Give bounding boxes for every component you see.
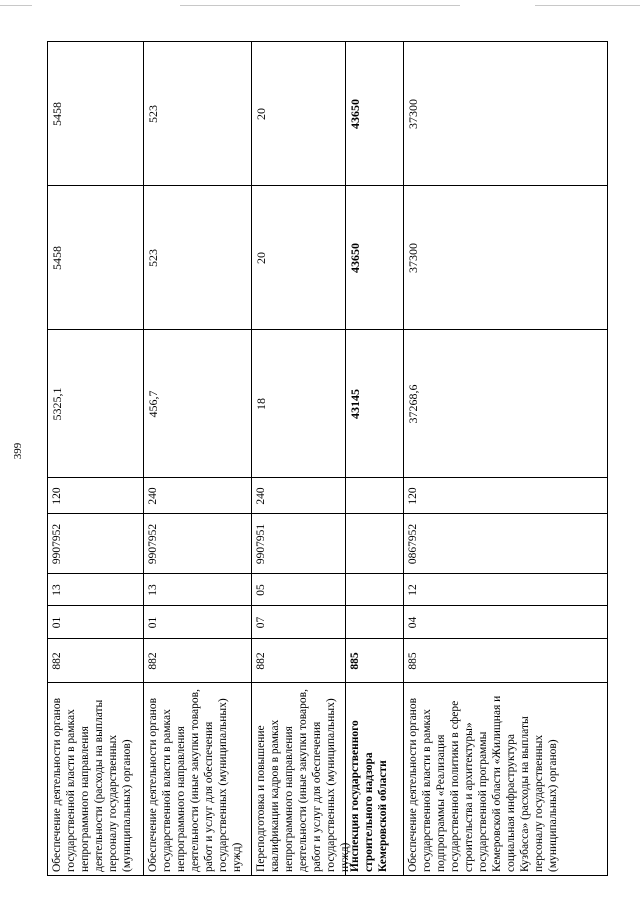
expense-type-code: 240 — [147, 487, 159, 505]
row-description: Обеспечение деятельности органов государственной власти в рамках непрограммного направления деятельности (расходы на выплаты персоналу государственных (муниципальных) органов) — [51, 697, 133, 872]
expense-type-code: 240 — [255, 487, 267, 505]
amount-3: 523 — [146, 105, 160, 123]
target-article-code: 9907952 — [51, 523, 63, 565]
top-edge-line — [0, 5, 32, 6]
table-row — [403, 41, 608, 876]
amount-3: 43650 — [348, 99, 362, 129]
amount-2: 5458 — [50, 246, 64, 270]
row-description: Переподготовка и повышение квалификации кадров в рамках непрограммного направления деятельности (иные закупки товаров, работ и услуг для обеспечения государственных (муниципальных) нужд) — [255, 689, 351, 872]
table-row — [345, 41, 404, 876]
amount-3: 5458 — [50, 102, 64, 126]
amount-3: 20 — [254, 108, 268, 120]
section-code: 01 — [147, 616, 159, 629]
budget-table — [47, 41, 607, 876]
row-description: Инспекция государственного строительного надзора Кемеровской области — [349, 720, 389, 872]
table-row — [143, 41, 252, 876]
table-row — [47, 41, 144, 876]
target-article-code: 9907952 — [147, 523, 159, 565]
top-edge-line — [180, 5, 460, 6]
subsection-code: 13 — [51, 584, 63, 596]
ministry-code: 885 — [349, 652, 361, 670]
ministry-code: 882 — [51, 652, 63, 670]
section-code — [346, 606, 404, 639]
row-description: Обеспечение деятельности органов государственной власти в рамках подпрограммы «Реализация государственной политики в сфере строительства и архитектуры» государственной программы Кемеровской области «Жилищная и социальная инфраструктура Кузбасса» (расходы на выплаты персоналу государственных (муниципальных) органов) — [407, 695, 559, 872]
expense-type-code — [346, 478, 404, 514]
subsection-code — [346, 574, 404, 606]
amount-2: 43650 — [348, 243, 362, 273]
ministry-code: 885 — [407, 652, 419, 670]
target-article-code — [346, 514, 404, 574]
amount-2: 523 — [146, 249, 160, 267]
amount-1: 37268,6 — [406, 384, 420, 424]
row-description: Обеспечение деятельности органов государственной власти в рамках непрограммного направления деятельности (иные закупки товаров, работ и услуг для обеспечения государственных (муниципальных) нужд) — [147, 689, 243, 872]
section-code: 01 — [51, 616, 63, 629]
ministry-code: 882 — [147, 652, 159, 670]
page-number: 399 — [12, 442, 24, 460]
amount-3: 37300 — [406, 99, 420, 129]
top-edge-line — [535, 5, 640, 6]
subsection-code: 12 — [407, 584, 419, 596]
expense-type-code: 120 — [51, 487, 63, 505]
expense-type-code: 120 — [407, 487, 419, 505]
target-article-code: 9907951 — [255, 523, 267, 565]
amount-1: 18 — [254, 398, 268, 410]
amount-1: 456,7 — [146, 390, 160, 418]
table-row — [251, 41, 351, 876]
amount-1: 43145 — [348, 389, 362, 419]
target-article-code: 0867952 — [407, 523, 419, 565]
section-code: 07 — [255, 616, 267, 629]
amount-2: 37300 — [406, 243, 420, 273]
subsection-code: 13 — [147, 584, 159, 596]
amount-1: 5325,1 — [50, 387, 64, 421]
ministry-code: 882 — [255, 652, 267, 670]
subsection-code: 05 — [255, 584, 267, 596]
amount-2: 20 — [254, 252, 268, 264]
section-code: 04 — [407, 616, 419, 629]
